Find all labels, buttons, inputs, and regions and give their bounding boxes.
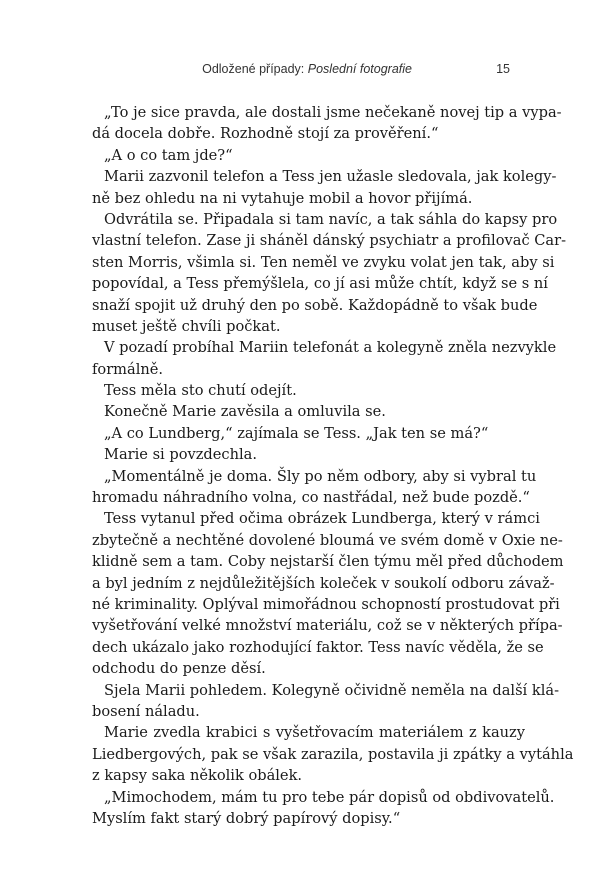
text-line: zbytečně a nechtěné dovolené bloumá ve svém domě v Oxie ne- (92, 531, 563, 549)
text-line: Odvrátila se. Připadala si tam navíc, a tak sáhla do kapsy pro (104, 210, 558, 228)
text-line: klidně sem a tam. Coby nejstarší člen týmu měl před důchodem (92, 553, 564, 571)
text-line: „Momentálně je doma. Šly po něm odbory, aby si vybral tu (104, 467, 537, 485)
text-line: odchodu do penze děsí. (92, 660, 266, 678)
text-line: V pozadí probíhal Mariin telefonát a kolegyně zněla nezvykle (104, 339, 557, 357)
text-line: a byl jedním z nejdůležitějších koleček v soukolí odboru závaž- (92, 574, 555, 592)
text-line: hromadu náhradního volna, co nastřádal, než bude pozdě.“ (92, 489, 530, 507)
text-line: „Mimochodem, mám tu pro tebe pár dopisů od obdivovatelů. (104, 788, 555, 806)
text-line: „A o co tam jde?“ (104, 146, 233, 164)
text-line: Tess měla sto chutí odejít. (104, 382, 297, 400)
text-line: dá docela dobře. Rozhodně stojí za prověření.“ (92, 125, 439, 143)
running-title (202, 62, 412, 76)
series-name: Odložené případy: (202, 62, 305, 76)
text-line: formálně. (92, 360, 164, 378)
text-line: Liedbergových, pak se však zarazila, postavila ji zpátky a vytáhla (92, 745, 574, 763)
body-text (92, 102, 574, 829)
text-line: Marii zazvonil telefon a Tess jen užasle sledovala, jak kolegy- (104, 168, 557, 186)
text-line: sten Morris, všimla si. Ten neměl ve zvyku volat jen tak, aby si (92, 253, 555, 271)
text-line: Tess vytanul před očima obrázek Lundberga, který v rámci (104, 510, 540, 528)
text-line: Marie si povzdechla. (104, 446, 257, 464)
text-line: ně bez ohledu na ni vytahuje mobil a hovor přijímá. (92, 189, 473, 207)
text-line: dech ukázalo jako rozhodující faktor. Tess navíc věděla, že se (92, 638, 544, 656)
text-line: Sjela Marii pohledem. Kolegyně očividně neměla na další klá- (104, 681, 560, 699)
text-line: Marie zvedla krabici s vyšetřovacím materiálem z kauzy (104, 724, 525, 742)
text-line: bosení náladu. (92, 702, 200, 720)
text-line: muset ještě chvíli počkat. (92, 317, 281, 335)
text-line: „A co Lundberg,“ zajímala se Tess. „Jak ten se má?“ (104, 424, 489, 442)
text-line: snaží spojit už druhý den po sobě. Každopádně to však bude (92, 296, 538, 314)
text-line: z kapsy saka několik obálek. (92, 767, 303, 785)
text-line: vyšetřování velké množství materiálu, což se v některých přípa- (92, 617, 563, 635)
text-line: „To je sice pravda, ale dostali jsme nečekaně novej tip a vypa- (104, 104, 562, 121)
page-number: 15 (496, 62, 510, 76)
book-title: Poslední fotografie (307, 62, 412, 76)
text-line: vlastní telefon. Zase ji sháněl dánský psychiatr a profilovač Car- (92, 232, 567, 250)
text-line: Konečně Marie zavěsila a omluvila se. (104, 403, 386, 421)
text-line: popovídal, a Tess přemýšlela, co jí asi může chtít, když se s ní (92, 275, 548, 293)
text-line: né kriminality. Oplýval mimořádnou schopností prostudovat při (92, 595, 560, 613)
text-line: Myslím fakt starý dobrý papírový dopisy.“ (92, 809, 401, 827)
